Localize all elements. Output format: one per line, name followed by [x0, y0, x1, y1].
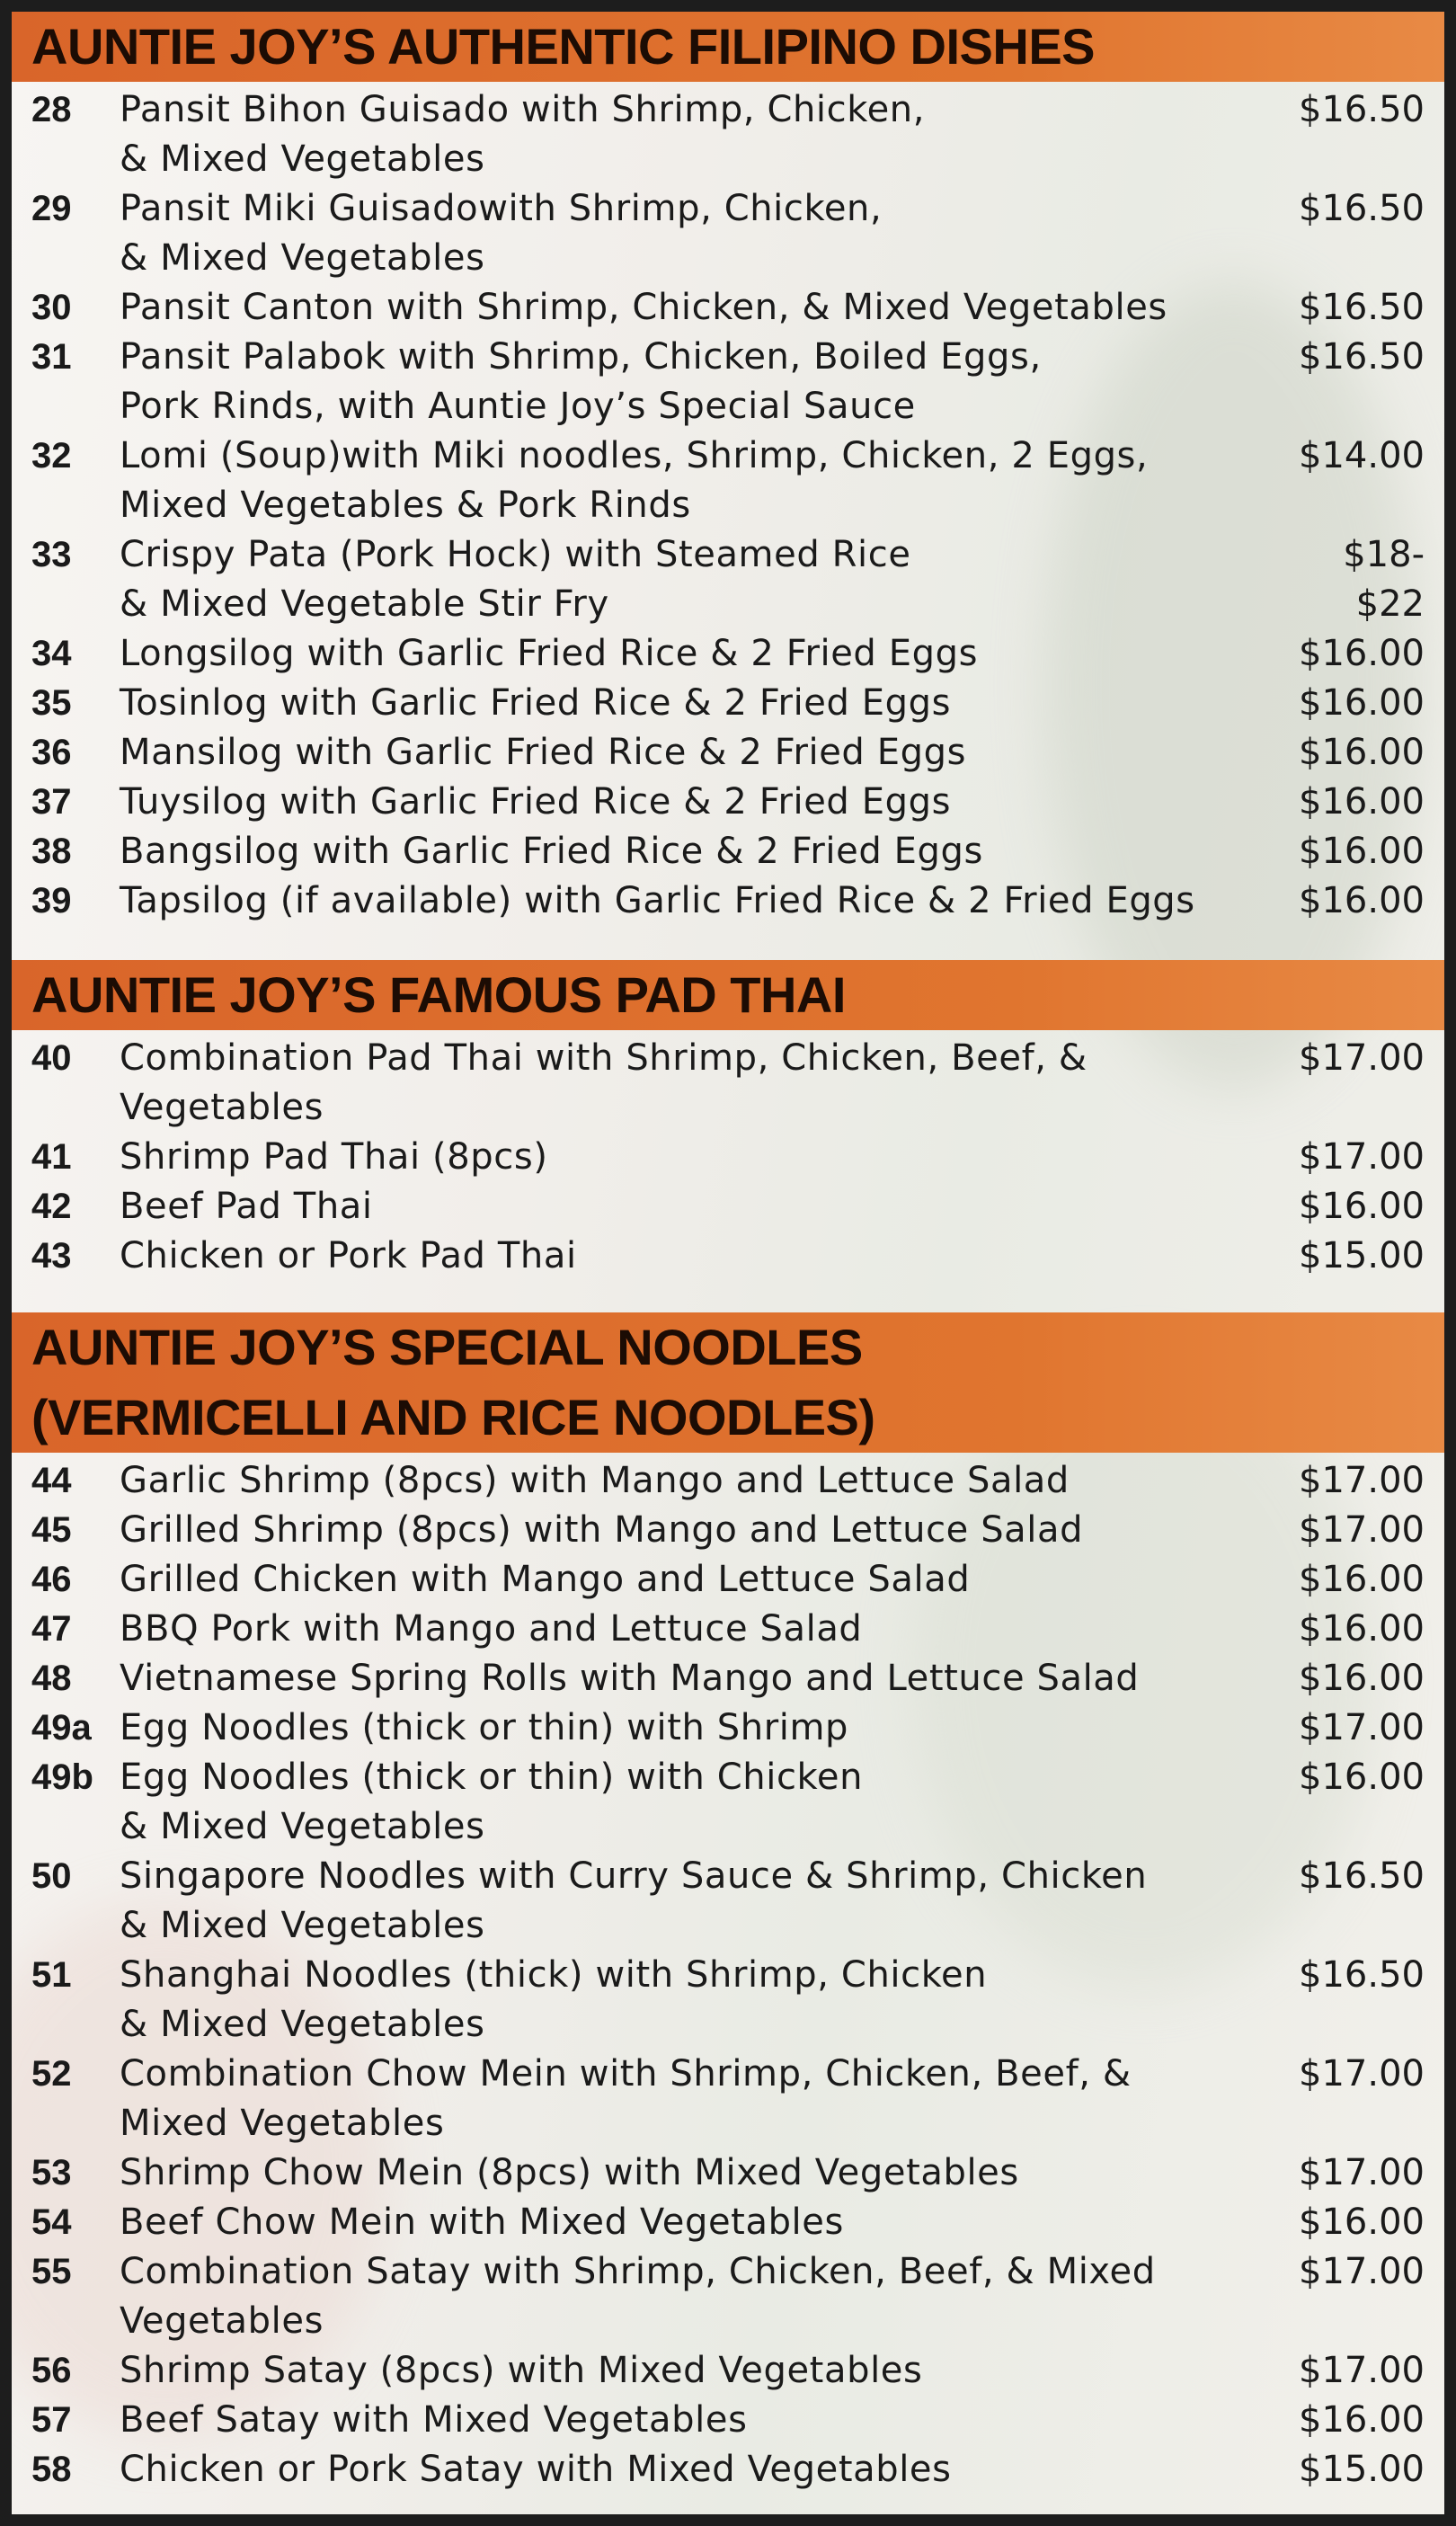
item-description	[120, 1654, 1279, 1703]
item-price-line: $17.00	[1299, 2251, 1425, 2292]
menu-item-list	[12, 1453, 1444, 2495]
item-price	[1279, 1852, 1444, 1901]
menu-item	[12, 1555, 1444, 1605]
item-price	[1279, 431, 1444, 481]
item-number: 56	[31, 2351, 72, 2390]
item-number: 51	[31, 1955, 72, 1995]
item-description-line: Chicken or Pork Satay with Mixed Vegetables	[120, 2449, 952, 2490]
item-number: 35	[31, 683, 72, 723]
menu-item	[12, 1182, 1444, 1232]
menu-item-list	[12, 1030, 1444, 1281]
item-description	[120, 629, 1279, 679]
item-price-line: $16.00	[1299, 781, 1425, 823]
item-price-line: $15.00	[1299, 1235, 1425, 1276]
item-price	[1279, 333, 1444, 382]
item-price-line: $16.00	[1299, 1559, 1425, 1600]
menu-item	[12, 2198, 1444, 2247]
menu-item	[12, 629, 1444, 679]
item-price-line: $16.50	[1299, 287, 1425, 328]
menu-item	[12, 85, 1444, 184]
menu-item	[12, 1852, 1444, 1951]
item-description-line: Combination Satay with Shrimp, Chicken, Beef, & Mixed	[120, 2251, 1156, 2292]
item-description	[120, 1555, 1279, 1605]
item-description	[120, 283, 1279, 333]
section-pad-thai	[12, 960, 1444, 1281]
item-description-line: Pansit Miki Guisadowith Shrimp, Chicken,	[120, 188, 883, 229]
item-price-line: $16.00	[1299, 633, 1425, 674]
item-price-line: $16.00	[1299, 732, 1425, 773]
menu-item	[12, 2247, 1444, 2346]
item-price-line: $17.00	[1299, 2053, 1425, 2095]
menu-item	[12, 1456, 1444, 1506]
item-description-line: Shrimp Chow Mein (8pcs) with Mixed Vegetables	[120, 2152, 1019, 2193]
item-description	[120, 85, 1279, 184]
item-price	[1279, 679, 1444, 728]
menu-item	[12, 2445, 1444, 2495]
item-price	[1279, 184, 1444, 234]
item-description-line: Mixed Vegetables & Pork Rinds	[120, 485, 691, 526]
section-title-line: AUNTIE JOY’S FAMOUS PAD THAI	[31, 966, 846, 1023]
menu-item	[12, 778, 1444, 827]
item-description	[120, 2396, 1279, 2445]
item-description-line: Tuysilog with Garlic Fried Rice & 2 Fried Eggs	[120, 781, 952, 823]
menu-item	[12, 876, 1444, 926]
item-price-line: $16.00	[1299, 831, 1425, 872]
item-number: 49b	[31, 1757, 93, 1797]
item-price-line: $16.50	[1299, 188, 1425, 229]
item-description-line: Bangsilog with Garlic Fried Rice & 2 Fried Eggs	[120, 831, 983, 872]
menu-item	[12, 728, 1444, 778]
item-description-line: Beef Chow Mein with Mixed Vegetables	[120, 2201, 844, 2243]
item-description-line: & Mixed Vegetables	[120, 138, 485, 180]
item-description-line: Chicken or Pork Pad Thai	[120, 1235, 577, 1276]
item-description	[120, 1506, 1279, 1555]
item-description-line: Mixed Vegetables	[120, 2103, 445, 2144]
item-number: 36	[31, 733, 72, 772]
item-description	[120, 1951, 1279, 2050]
item-price-line: $16.00	[1299, 1658, 1425, 1699]
item-number: 57	[31, 2400, 72, 2440]
menu-item	[12, 1034, 1444, 1133]
item-number: 45	[31, 1510, 72, 1550]
item-price-line: $17.00	[1299, 2350, 1425, 2391]
item-price	[1279, 1605, 1444, 1654]
item-price	[1279, 1456, 1444, 1506]
item-price-line: $16.00	[1299, 2399, 1425, 2441]
item-description-line: Egg Noodles (thick or thin) with Shrimp	[120, 1707, 849, 1748]
menu-item	[12, 2346, 1444, 2396]
item-description-line: Tosinlog with Garlic Fried Rice & 2 Fried Eggs	[120, 682, 952, 724]
item-description-line: Crispy Pata (Pork Hock) with Steamed Rice	[120, 534, 911, 575]
item-description-line: Shanghai Noodles (thick) with Shrimp, Chicken	[120, 1954, 988, 1996]
menu-item	[12, 1506, 1444, 1555]
item-description-line: Vegetables	[120, 1087, 324, 1128]
section-header	[12, 1312, 1444, 1453]
item-description	[120, 1852, 1279, 1951]
menu-item	[12, 1753, 1444, 1852]
item-number: 31	[31, 337, 72, 377]
item-description-line: Vietnamese Spring Rolls with Mango and Lettuce Salad	[120, 1658, 1140, 1699]
item-description	[120, 2445, 1279, 2495]
item-description	[120, 2247, 1279, 2346]
menu-item	[12, 1951, 1444, 2050]
menu-item	[12, 2396, 1444, 2445]
item-number: 28	[31, 90, 72, 129]
item-price	[1279, 1232, 1444, 1281]
item-price	[1279, 283, 1444, 333]
item-price-line: $16.00	[1299, 880, 1425, 921]
item-description	[120, 431, 1279, 530]
item-description-line: Lomi (Soup)with Miki noodles, Shrimp, Chicken, 2 Eggs,	[120, 435, 1149, 476]
item-number: 48	[31, 1659, 72, 1698]
menu-item	[12, 1605, 1444, 1654]
menu-item	[12, 1232, 1444, 1281]
item-number: 44	[31, 1461, 72, 1500]
item-number: 39	[31, 881, 72, 921]
item-price	[1279, 2445, 1444, 2495]
item-description	[120, 184, 1279, 283]
item-description-line: Tapsilog (if available) with Garlic Fried Rice & 2 Fried Eggs	[120, 880, 1195, 921]
item-price	[1279, 1133, 1444, 1182]
item-description	[120, 2050, 1279, 2148]
item-number: 33	[31, 535, 72, 574]
item-description-line: Grilled Shrimp (8pcs) with Mango and Lettuce Salad	[120, 1509, 1084, 1551]
item-price-line: $18-	[1343, 534, 1425, 575]
item-price-line: $16.00	[1299, 682, 1425, 724]
item-description-line: Beef Satay with Mixed Vegetables	[120, 2399, 748, 2441]
menu-item	[12, 431, 1444, 530]
item-description-line: Combination Chow Mein with Shrimp, Chicken, Beef, &	[120, 2053, 1132, 2095]
menu-item	[12, 1703, 1444, 1753]
item-description-line: Shrimp Satay (8pcs) with Mixed Vegetables	[120, 2350, 923, 2391]
item-description-line: Combination Pad Thai with Shrimp, Chicken, Beef, &	[120, 1037, 1088, 1079]
item-number: 49a	[31, 1708, 92, 1748]
item-price-line: $17.00	[1299, 1509, 1425, 1551]
item-description-line: & Mixed Vegetable Stir Fry	[120, 583, 609, 625]
item-price	[1279, 629, 1444, 679]
item-price	[1279, 1034, 1444, 1083]
item-price	[1279, 1703, 1444, 1753]
item-number: 32	[31, 436, 72, 476]
item-number: 41	[31, 1137, 72, 1177]
item-description-line: Singapore Noodles with Curry Sauce & Shrimp, Chicken	[120, 1855, 1148, 1897]
section-title-line: AUNTIE JOY’S AUTHENTIC FILIPINO DISHES	[31, 18, 1096, 75]
section-title-line: AUNTIE JOY’S SPECIAL NOODLES	[31, 1319, 863, 1375]
item-description-line: Pork Rinds, with Auntie Joy’s Special Sauce	[120, 386, 916, 427]
item-number: 42	[31, 1187, 72, 1226]
item-description-line: Beef Pad Thai	[120, 1186, 373, 1227]
section-filipino-dishes	[12, 12, 1444, 926]
item-number: 34	[31, 634, 72, 673]
item-number: 46	[31, 1560, 72, 1599]
section-header	[12, 960, 1444, 1030]
item-price-line: $16.00	[1299, 1186, 1425, 1227]
menu-item	[12, 530, 1444, 629]
menu-item	[12, 2050, 1444, 2148]
item-description	[120, 728, 1279, 778]
item-number: 37	[31, 782, 72, 822]
item-price-line: $15.00	[1299, 2449, 1425, 2490]
item-description	[120, 2148, 1279, 2198]
menu-item	[12, 1133, 1444, 1182]
item-price-line: $16.50	[1299, 1855, 1425, 1897]
item-description-line: Grilled Chicken with Mango and Lettuce Salad	[120, 1559, 971, 1600]
item-price	[1279, 778, 1444, 827]
menu-item	[12, 679, 1444, 728]
item-price	[1279, 2198, 1444, 2247]
item-price-line: $16.50	[1299, 336, 1425, 378]
item-description-line: Vegetables	[120, 2300, 324, 2342]
item-price	[1279, 2148, 1444, 2198]
item-price-line: $16.50	[1299, 89, 1425, 130]
item-number: 52	[31, 2054, 72, 2094]
item-price	[1279, 85, 1444, 135]
item-description-line: Egg Noodles (thick or thin) with Chicken	[120, 1757, 864, 1798]
item-description	[120, 2198, 1279, 2247]
item-description	[120, 1133, 1279, 1182]
item-price	[1279, 530, 1444, 629]
item-description-line: & Mixed Vegetables	[120, 1806, 485, 1847]
item-price-line: $17.00	[1299, 1707, 1425, 1748]
item-description-line: & Mixed Vegetables	[120, 237, 485, 279]
item-price	[1279, 1654, 1444, 1703]
item-price	[1279, 728, 1444, 778]
item-number: 40	[31, 1038, 72, 1078]
item-number: 54	[31, 2202, 72, 2242]
item-price	[1279, 1753, 1444, 1802]
section-special-noodles	[12, 1312, 1444, 2495]
item-price-line: $16.00	[1299, 1757, 1425, 1798]
item-price	[1279, 2346, 1444, 2396]
item-description	[120, 2346, 1279, 2396]
item-description-line: Mansilog with Garlic Fried Rice & 2 Fried Eggs	[120, 732, 967, 773]
menu-item	[12, 283, 1444, 333]
item-price-line: $16.50	[1299, 1954, 1425, 1996]
item-description-line: Longsilog with Garlic Fried Rice & 2 Fried Eggs	[120, 633, 979, 674]
item-description	[120, 333, 1279, 431]
item-description	[120, 827, 1279, 876]
item-price	[1279, 1951, 1444, 2000]
item-description-line: & Mixed Vegetables	[120, 2004, 485, 2045]
item-price	[1279, 2247, 1444, 2297]
item-number: 58	[31, 2450, 72, 2489]
item-description	[120, 1034, 1279, 1133]
menu-item	[12, 827, 1444, 876]
item-price	[1279, 1555, 1444, 1605]
item-price	[1279, 827, 1444, 876]
item-description-line: BBQ Pork with Mango and Lettuce Salad	[120, 1608, 863, 1650]
item-description	[120, 1703, 1279, 1753]
item-description-line: Garlic Shrimp (8pcs) with Mango and Lettuce Salad	[120, 1460, 1070, 1501]
item-number: 38	[31, 832, 72, 871]
item-price-line: $16.00	[1299, 1608, 1425, 1650]
item-price-line: $14.00	[1299, 435, 1425, 476]
menu-item	[12, 2148, 1444, 2198]
menu-board	[12, 12, 1444, 2514]
item-number: 43	[31, 1236, 72, 1276]
item-number: 30	[31, 288, 72, 327]
item-description	[120, 530, 1279, 629]
item-price-line: $22	[1355, 583, 1425, 625]
item-number: 53	[31, 2153, 72, 2192]
menu-item	[12, 1654, 1444, 1703]
menu-item-list	[12, 82, 1444, 926]
item-description-line: & Mixed Vegetables	[120, 1905, 485, 1946]
section-header	[12, 12, 1444, 82]
section-title-line: (VERMICELLI AND RICE NOODLES)	[31, 1389, 875, 1445]
item-price-line: $17.00	[1299, 1460, 1425, 1501]
item-price-line: $17.00	[1299, 2152, 1425, 2193]
item-number: 29	[31, 189, 72, 228]
item-price-line: $17.00	[1299, 1037, 1425, 1079]
item-description	[120, 679, 1279, 728]
item-description-line: Pansit Canton with Shrimp, Chicken, & Mixed Vegetables	[120, 287, 1167, 328]
item-description	[120, 1456, 1279, 1506]
item-number: 47	[31, 1609, 72, 1649]
item-description	[120, 876, 1279, 926]
item-number: 55	[31, 2252, 72, 2291]
item-description	[120, 778, 1279, 827]
item-price	[1279, 2050, 1444, 2099]
item-price	[1279, 1182, 1444, 1232]
item-price	[1279, 2396, 1444, 2445]
item-description	[120, 1605, 1279, 1654]
item-price-line: $17.00	[1299, 1136, 1425, 1178]
menu-item	[12, 333, 1444, 431]
item-description-line: Shrimp Pad Thai (8pcs)	[120, 1136, 548, 1178]
menu-item	[12, 184, 1444, 283]
item-description-line: Pansit Palabok with Shrimp, Chicken, Boiled Eggs,	[120, 336, 1042, 378]
item-description	[120, 1232, 1279, 1281]
item-price	[1279, 1506, 1444, 1555]
item-price-line: $16.00	[1299, 2201, 1425, 2243]
item-description-line: Pansit Bihon Guisado with Shrimp, Chicken,	[120, 89, 926, 130]
item-number: 50	[31, 1856, 72, 1896]
item-description	[120, 1753, 1279, 1852]
item-price	[1279, 876, 1444, 926]
item-description	[120, 1182, 1279, 1232]
